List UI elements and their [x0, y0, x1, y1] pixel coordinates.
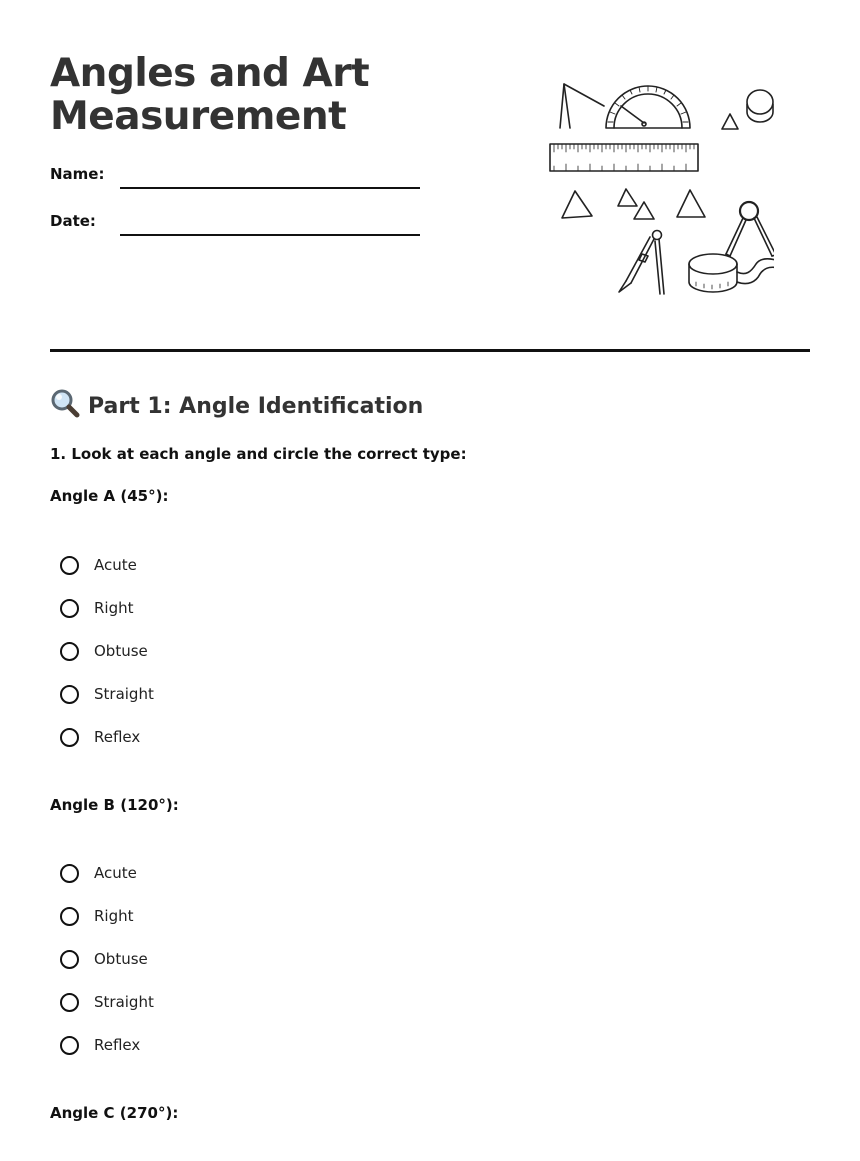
name-field[interactable] — [120, 187, 420, 189]
angle-c-label: Angle C (270°): — [50, 1104, 179, 1122]
page-title: Angles and Art Measurement — [50, 51, 370, 139]
date-label: Date: — [50, 212, 96, 230]
option-label: Straight — [94, 685, 154, 703]
measuring-tools-illustration — [546, 76, 774, 300]
option-label: Straight — [94, 993, 154, 1011]
radio-circle[interactable] — [60, 599, 79, 618]
angle-a-option-straight[interactable] — [60, 681, 154, 707]
compass-icon — [726, 202, 774, 256]
compass-icon — [619, 231, 664, 295]
radio-circle[interactable] — [60, 950, 79, 969]
option-label: Reflex — [94, 728, 141, 746]
part1-heading — [50, 388, 423, 424]
section-divider — [50, 349, 810, 352]
angle-a-option-reflex[interactable] — [60, 724, 140, 750]
radio-circle[interactable] — [60, 993, 79, 1012]
option-label: Right — [94, 599, 134, 617]
magnifying-glass-icon — [50, 388, 80, 424]
question-1: 1. Look at each angle and circle the correct type: — [50, 445, 467, 463]
name-label: Name: — [50, 165, 105, 183]
angle-a-option-obtuse[interactable] — [60, 638, 148, 664]
ruler-icon — [550, 144, 698, 171]
set-square-icon — [560, 84, 604, 128]
angle-a-option-acute[interactable] — [60, 552, 137, 578]
cylinder-icon — [747, 90, 773, 122]
option-label: Obtuse — [94, 642, 148, 660]
angle-b-option-acute[interactable] — [60, 860, 137, 886]
angle-a-option-right[interactable] — [60, 595, 134, 621]
date-field[interactable] — [120, 234, 420, 236]
angle-b-option-reflex[interactable] — [60, 1032, 140, 1058]
radio-circle[interactable] — [60, 685, 79, 704]
protractor-icon — [606, 86, 690, 128]
option-label: Obtuse — [94, 950, 148, 968]
option-label: Acute — [94, 556, 137, 574]
angle-b-option-right[interactable] — [60, 903, 134, 929]
radio-circle[interactable] — [60, 728, 79, 747]
tape-measure-icon — [689, 254, 774, 292]
radio-circle[interactable] — [60, 907, 79, 926]
angle-b-option-straight[interactable] — [60, 989, 154, 1015]
radio-circle[interactable] — [60, 556, 79, 575]
angle-b-option-obtuse[interactable] — [60, 946, 148, 972]
radio-circle[interactable] — [60, 864, 79, 883]
triangles-icon — [562, 189, 705, 219]
worksheet-page — [50, 0, 810, 1161]
part1-heading-text: Part 1: Angle Identification — [88, 393, 424, 419]
option-label: Reflex — [94, 1036, 141, 1054]
angle-b-label: Angle B (120°): — [50, 796, 179, 814]
triangle-icon — [722, 114, 738, 129]
radio-circle[interactable] — [60, 642, 79, 661]
angle-a-label: Angle A (45°): — [50, 487, 169, 505]
option-label: Right — [94, 907, 134, 925]
radio-circle[interactable] — [60, 1036, 79, 1055]
option-label: Acute — [94, 864, 137, 882]
